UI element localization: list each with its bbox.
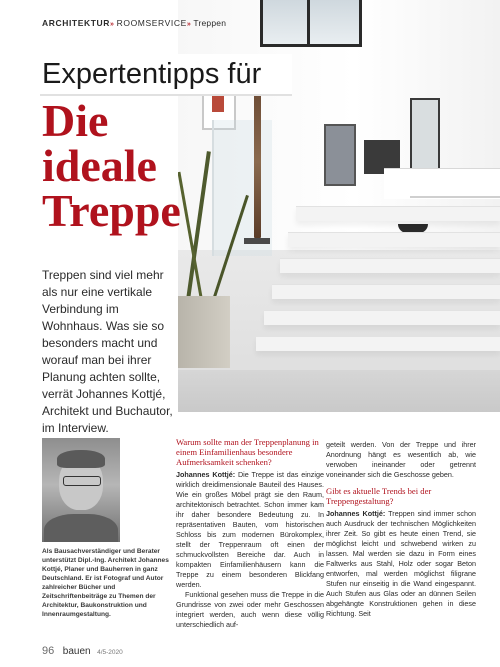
portrait-shoulders bbox=[44, 514, 118, 542]
breadcrumb-section: ARCHITEKTUR bbox=[42, 18, 110, 28]
breadcrumb bbox=[42, 18, 226, 28]
headline bbox=[42, 95, 242, 236]
answer-speaker: Johannes Kottjé: bbox=[176, 470, 236, 479]
portrait-glasses bbox=[63, 476, 101, 486]
photo-skylight-window bbox=[260, 0, 362, 47]
breadcrumb-separator: » bbox=[186, 21, 191, 28]
interview-question: Gibt es aktuelle Trends bei der Treppengestaltung? bbox=[326, 486, 432, 506]
headline-line: Treppe bbox=[42, 185, 181, 236]
photo-side-window bbox=[410, 98, 440, 174]
page-number: 96 bbox=[42, 645, 55, 657]
breadcrumb-separator: » bbox=[109, 21, 115, 28]
author-caption: Als Bausachverständiger und Berater unterstützt Dipl.-Ing. Architekt Johannes Kottjé, Planer und Bauherren in ganz Deutschland. Er ist Fotograf und Autor zahlreicher Bücher und Zeitschriftenbeiträge zu Themen der Architektur, Baukonstruktion und Innenraumgestaltung. bbox=[42, 548, 169, 618]
breadcrumb-subsection: ROOMSERVICE bbox=[116, 18, 187, 28]
interview-answer bbox=[176, 470, 324, 590]
photo-stair-step bbox=[280, 258, 500, 273]
photo-stair-step bbox=[256, 336, 500, 351]
breadcrumb-topic: Treppen bbox=[193, 18, 227, 28]
author-portrait-photo bbox=[42, 438, 120, 542]
photo-wall-painting bbox=[324, 124, 356, 186]
interview-answer-end: geteilt werden. Von der Treppe und ihrer Anordnung hängt es wesentlich ab, wie verwoben ineinander oder getrennt voneinander sich die Geschosse geben. bbox=[326, 440, 476, 479]
portrait-hair bbox=[57, 450, 105, 468]
answer-text: Treppen sind immer schon auch Ausdruck der technischen Möglichkeiten ihrer Zeit. So gibt es heute einen Trend, sie möglichst leicht und schwebend wirken zu lassen. Mal werden sie dazu in Form eines Faltwerks aus Stahl, Holz oder sogar Beton entworfen, mal werden möglichst filigrane Stufen nur einseitig in die Wand eingespannt. Auch Stufen aus Glas oder an dünnen Seilen abgehängte Konstruktionen gehen in diese Richtung. Seit bbox=[326, 509, 476, 618]
lead-paragraph: Treppen sind viel mehr als nur eine vertikale Verbindung im Wohnhaus. Was sie so besonders macht und worauf man bei ihrer Planung achten sollte, verrät Johannes Kottjé, Architekt und Buchautor, im Interview. bbox=[42, 268, 173, 435]
photo-sculpture-base bbox=[244, 238, 270, 244]
photo-floor bbox=[178, 370, 500, 412]
photo-kitchen-counter bbox=[384, 168, 500, 199]
photo-stair-step bbox=[272, 284, 500, 299]
page-footer bbox=[42, 645, 123, 657]
photo-stair-step bbox=[288, 232, 500, 247]
interview-question: Warum sollte man der Treppenplanung in einem Einfamilienhaus besondere Aufmerksamkeit schenken? bbox=[176, 437, 319, 467]
interview-column-1 bbox=[176, 437, 324, 630]
photo-planter bbox=[178, 296, 230, 368]
interview-answer-continued: Funktional gesehen muss die Treppe in die Grundrisse von zwei oder mehr Geschossen integriert werden, auch wenn diese völlig unterschiedlich auf- bbox=[176, 590, 324, 629]
magazine-name: bauen bbox=[62, 646, 91, 657]
interview-answer bbox=[326, 509, 476, 619]
answer-speaker: Johannes Kottjé: bbox=[326, 509, 386, 518]
interview-column-2 bbox=[326, 440, 476, 619]
headline-line: ideale bbox=[42, 140, 157, 191]
photo-railing bbox=[410, 196, 500, 198]
photo-sculpture bbox=[254, 86, 261, 238]
photo-stair-step bbox=[264, 310, 500, 325]
headline-line: Die bbox=[42, 95, 109, 146]
photo-stair-step bbox=[296, 206, 500, 221]
kicker-title: Expertentipps für bbox=[40, 54, 292, 94]
answer-text: Die Treppe ist das einzige wirklich dreidimensionale Bauteil des Hauses. Wie ein großes Möbel prägt sie den Raum, architektonisch betrachtet. Schon immer kam ihr daher besondere Bedeutung zu. In repräsentativen Bauten, vom historischen Schloss bis zum modernen Bürokomplex, stellt der Treppenraum oft einen der schmuckvollsten Bereiche dar. Auch in kompakten Einfamilienhäusern kann die Treppe zu einem besonderen Blickfang werden. bbox=[176, 470, 324, 589]
issue-number: 4/5-2020 bbox=[97, 649, 123, 656]
